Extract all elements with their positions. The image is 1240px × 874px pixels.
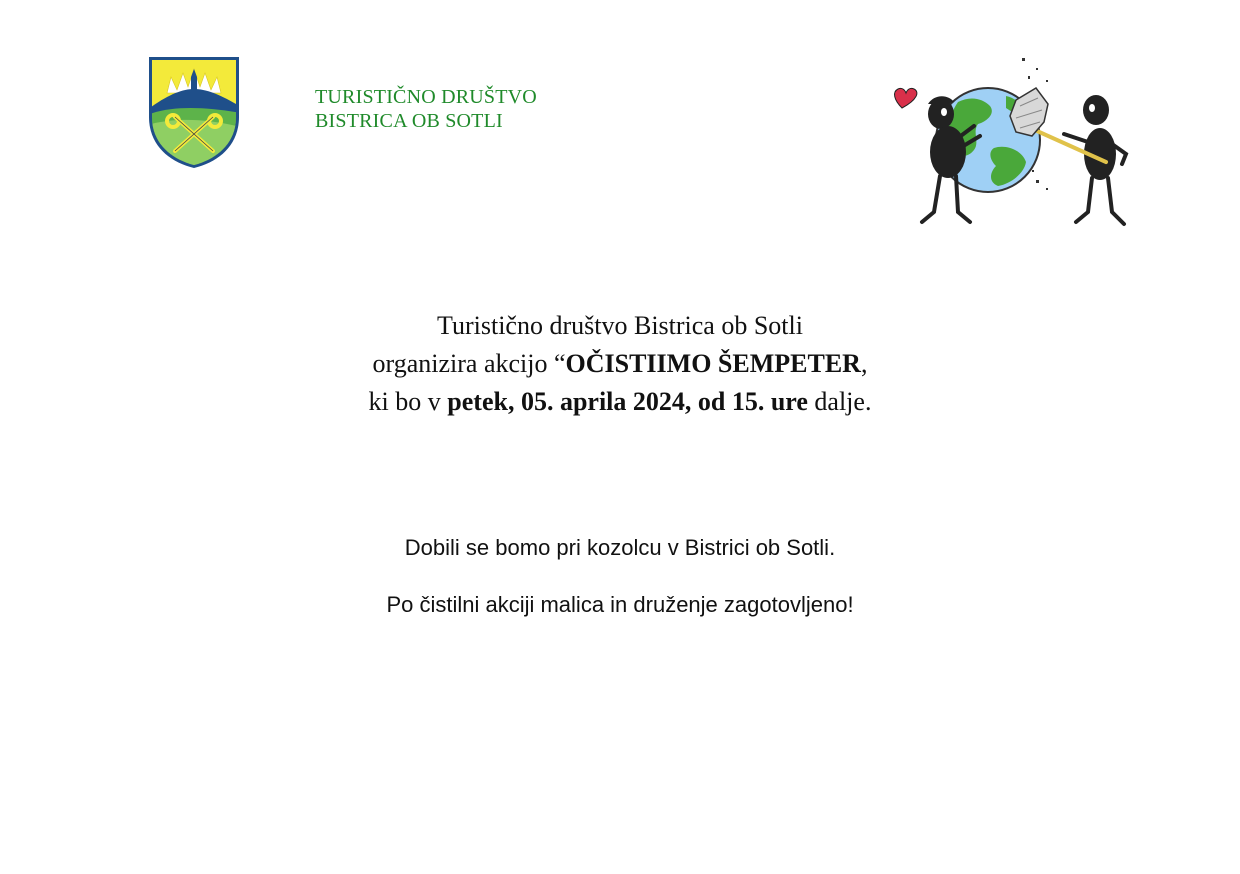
announcement-line2 xyxy=(0,345,1240,383)
announcement-line1: Turistično društvo Bistrica ob Sotli xyxy=(437,311,803,340)
coat-of-arms-icon xyxy=(147,55,241,169)
event-date-time: petek, 05. aprila 2024, od 15. ure xyxy=(447,387,808,416)
organization-name-line1: TURISTIČNO DRUŠTVO xyxy=(315,86,537,108)
announcement-line3-prefix: ki bo v xyxy=(368,387,448,416)
earth-cleanup-illustration-icon xyxy=(886,52,1138,238)
announcement-line2-suffix: , xyxy=(860,349,868,378)
meeting-point-text: Dobili se bomo pri kozolcu v Bistrici ob Sotli. xyxy=(404,535,836,560)
event-name: OČISTIIMO ŠEMPETER xyxy=(565,349,861,378)
heart-icon xyxy=(895,88,917,108)
announcement-line2-prefix: organizira akcijo “ xyxy=(372,349,566,378)
refreshments-text: Po čistilni akciji malica in druženje zagotovljeno! xyxy=(386,592,854,617)
announcement-line3-suffix: dalje. xyxy=(807,387,872,416)
announcement-line3 xyxy=(0,383,1240,421)
organization-name-line2: BISTRICA OB SOTLI xyxy=(315,110,503,132)
organization-name xyxy=(315,85,537,133)
event-announcement xyxy=(0,307,1240,421)
